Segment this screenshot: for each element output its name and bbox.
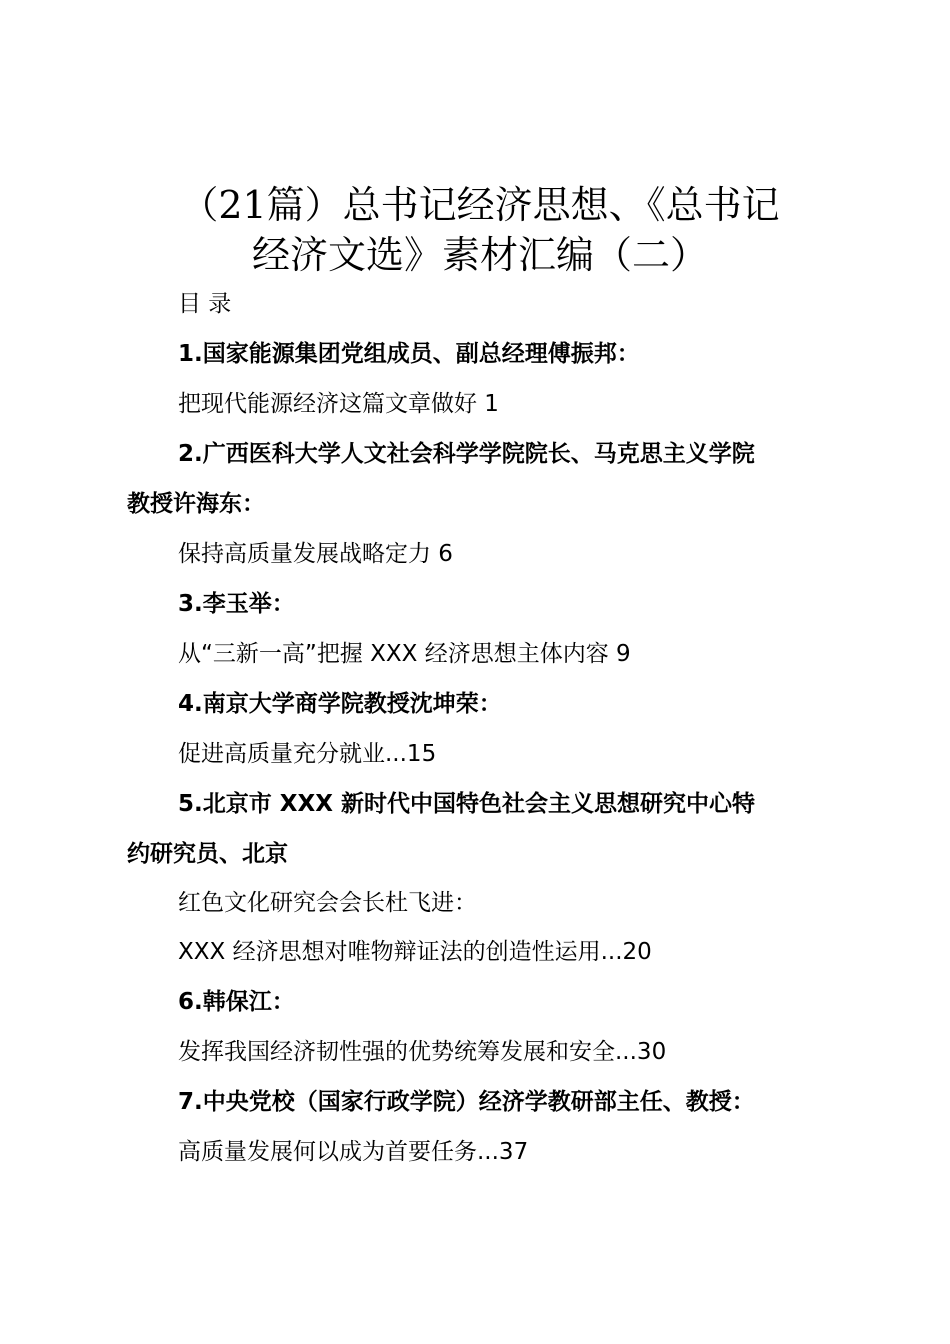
- toc-entry-4-topic: 促进高质量充分就业...15: [178, 741, 437, 767]
- toc-entry-2-topic: 保持高质量发展战略定力 6: [178, 541, 453, 567]
- toc-entry-5-author-line-1: 5.北京市 XXX 新时代中国特色社会主义思想研究中心特: [178, 791, 755, 817]
- toc-heading: 目 录: [178, 291, 232, 317]
- toc-entry-7-topic: 高质量发展何以成为首要任务...37: [178, 1139, 529, 1165]
- toc-entry-7-author: 7.中央党校（国家行政学院）经济学教研部主任、教授：: [178, 1089, 755, 1115]
- toc-entry-4-author: 4.南京大学商学院教授沈坤荣：: [178, 691, 502, 717]
- toc-entry-5-author-line-2: 约研究员、北京: [127, 841, 288, 867]
- toc-entry-6-author: 6.韩保江：: [178, 989, 295, 1015]
- toc-entry-3-author: 3.李玉举：: [178, 591, 295, 617]
- toc-entry-6-topic: 发挥我国经济韧性强的优势统筹发展和安全...30: [178, 1039, 667, 1065]
- toc-entry-3-topic: 从“三新一高”把握 XXX 经济思想主体内容 9: [178, 641, 631, 667]
- toc-entry-2-author-line-2: 教授许海东：: [127, 491, 265, 517]
- toc-entry-1-author: 1.国家能源集团党组成员、副总经理傅振邦：: [178, 341, 640, 367]
- title-line-2: 经济文选》素材汇编（二）: [251, 233, 708, 277]
- document-title: [120, 180, 840, 280]
- title-line-1: （21篇）总书记经济思想、《总书记: [180, 183, 780, 227]
- toc-entry-5-topic: XXX 经济思想对唯物辩证法的创造性运用...20: [178, 939, 652, 965]
- toc-entry-2-author-line-1: 2.广西医科大学人文社会科学学院院长、马克思主义学院: [178, 441, 755, 467]
- toc-entry-1-topic: 把现代能源经济这篇文章做好 1: [178, 391, 499, 417]
- toc-entry-5-topic-line-1: 红色文化研究会会长杜飞进：: [178, 890, 477, 916]
